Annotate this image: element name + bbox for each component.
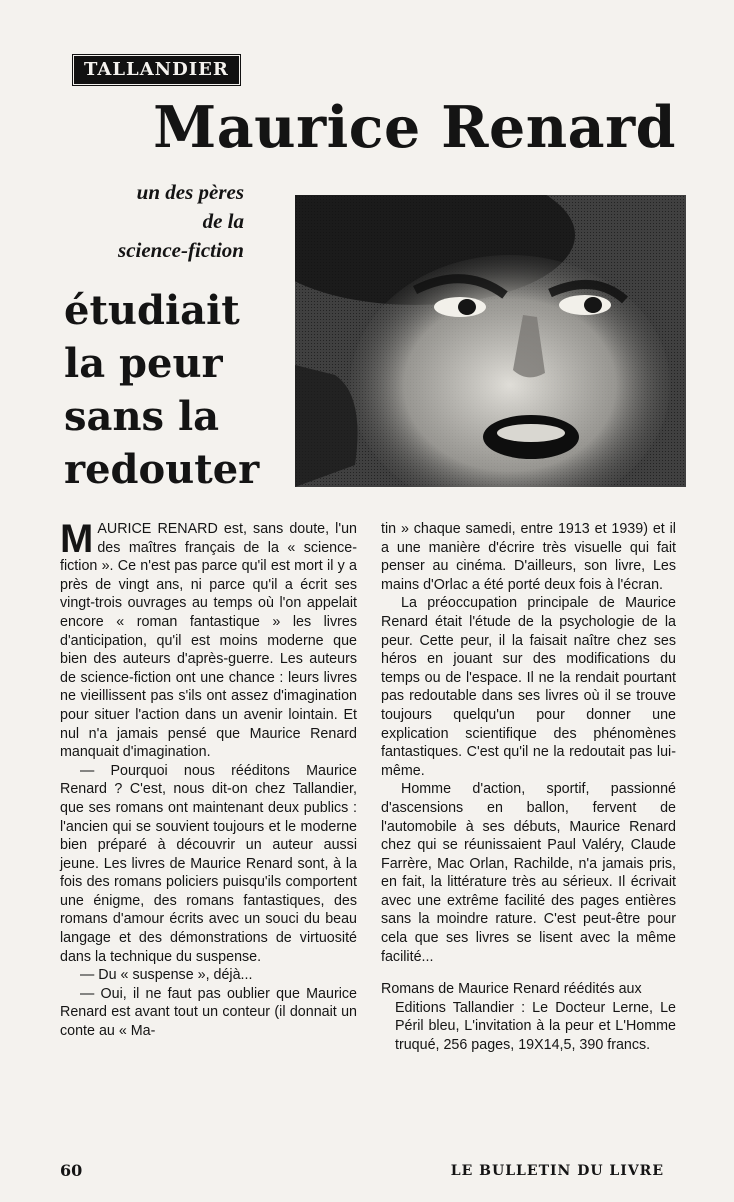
subtitle-line: de la [202, 209, 244, 233]
article-paragraph: Homme d'action, sportif, passionné d'ascensions en ballon, fervent de l'automobile à ses débuts, Maurice Renard chez qui se réunissaient Paul Valéry, Claude Farrère, Mac Orlan, Rachilde, n'a jamais pris, en fait, la littérature très au sérieux. Il écrivait avec une extrême facilité des pages entières sans la moindre rature. C'est peut-être pour cela que ses livres se lisent avec la même facilité... [381, 781, 676, 965]
drop-cap: M [60, 517, 94, 561]
article-headline [64, 284, 264, 496]
article-subtitle [60, 178, 244, 265]
publisher-logo: TALLANDIER [74, 56, 239, 84]
publication-name: LE BULLETIN DU LIVRE [450, 1163, 664, 1179]
headline-line: sans la [64, 393, 220, 440]
article-paragraph: — Du « suspense », déjà... [80, 967, 253, 984]
subtitle-line: science-fiction [118, 238, 244, 262]
portrait-photo [295, 195, 686, 487]
article-paragraph: La préoccupation principale de Maurice Renard était l'étude de la psychologie de la peur. Cette peur, il la faisait naître chez ses héros en jouant sur des modifications du temps ou de l'espace. Il ne la rendait pourtant pas redoutable dans ses livres où il se trouve toujours quelqu'un pour donner une explication scientifique des phénomènes fantastiques. C'est qu'il ne la redoutait pas lui-même. [381, 595, 676, 779]
headline-line: la peur [64, 340, 223, 387]
article-column-right [381, 520, 676, 1055]
article-column-left [60, 517, 357, 1041]
subtitle-line: un des pères [136, 180, 244, 204]
note-lead: Romans de Maurice Renard réédités aux [381, 981, 642, 998]
headline-line: redouter [64, 446, 260, 493]
article-paragraph: — Pourquoi nous rééditons Maurice Renard ? C'est, nous dit-on chez Tallandier, que ses romans ont maintenant deux publics : l'ancien qui se souvient toujours et le moderne bien préparé à découvrir un auteur aussi jeune. Les livres de Maurice Renard sont, à la fois des romans policiers puisqu'ils comportent une énigme, des romans fantastiques, des romans d'amour écrits avec un souci du beau langage et des démonstrations de virtuosité dans la technique du suspense. [60, 762, 357, 965]
article-title: Maurice Renard [153, 94, 676, 161]
page-number: 60 [60, 1161, 83, 1180]
portrait-face-illustration [295, 195, 686, 487]
article-paragraph [60, 517, 357, 762]
paragraph-text: AURICE RENARD est, sans doute, l'un des maîtres français de la « science-fiction ». Ce n'est pas parce qu'il est mort il y a près de vingt ans, ni parce qu'il a écrit ses vingt-trois ouvrages au temps où l'on appelait encore « roman fantastique » les livres d'anticipation, qu'il est moins moderne que bien des auteurs d'après-guerre. Les auteurs de science-fiction ont une chance : leurs livres ne vieillissent pas s'ils ont assez d'imagination pour situer l'action dans un avenir lointain. Et nul n'a jamais pensé que Maurice Renard manquait d'imagination. [60, 521, 357, 761]
article-paragraph: — Oui, il ne faut pas oublier que Maurice Renard est avant tout un conteur (il donnait un conte au « Ma- [60, 985, 357, 1040]
article-paragraph: tin » chaque samedi, entre 1913 et 1939) et il a une manière d'écrire très visuelle qui fait penser au cinéma. D'ailleurs, son livre, Les mains d'Orlac a été porté deux fois à l'écran. [381, 521, 676, 593]
note-body: Editions Tallandier : Le Docteur Lerne, Le Péril bleu, L'invitation à la peur et L'Homme truqué, 256 pages, 19X14,5, 390 francs. [395, 999, 676, 1054]
headline-line: étudiait [64, 287, 240, 334]
bibliography-note [381, 980, 676, 1054]
